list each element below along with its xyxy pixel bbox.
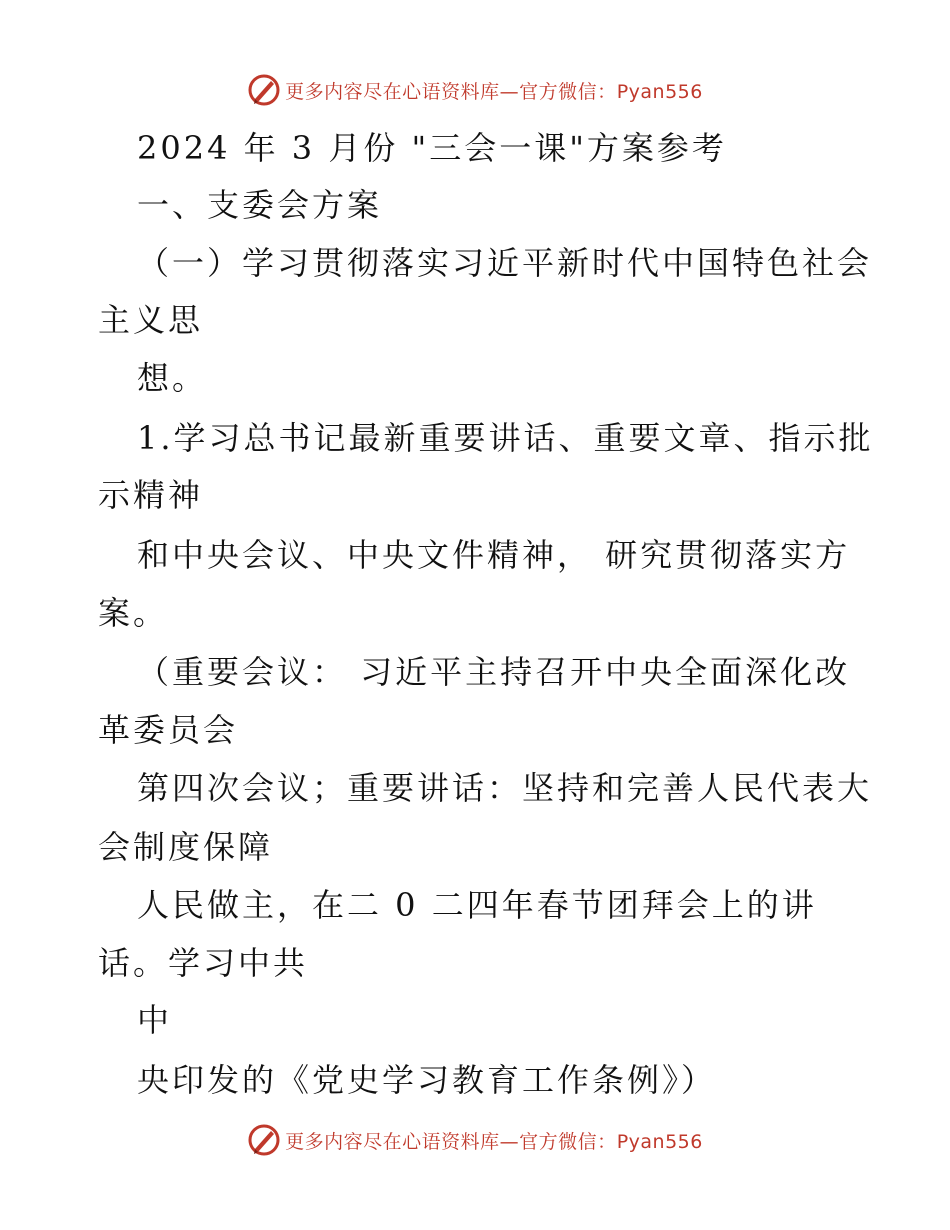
text-line: 人民做主，在二 0 二四年春节团拜会上的讲 bbox=[137, 886, 817, 924]
footer-banner bbox=[0, 1120, 950, 1160]
text-line: 示精神 bbox=[98, 476, 204, 514]
banner-title: 更多内容尽在心语资料库 bbox=[285, 80, 500, 103]
wechat-label: 官方微信： bbox=[519, 80, 617, 103]
text-line: 会制度保障 bbox=[98, 828, 274, 866]
wechat-label: 官方微信： bbox=[519, 1130, 617, 1153]
subsection-heading: （一）学习贯彻落实习近平新时代中国特色社会 bbox=[137, 244, 873, 282]
text-line: 央印发的《党史学习教育工作条例》） bbox=[137, 1061, 717, 1099]
banner-separator: — bbox=[499, 1130, 520, 1153]
section-heading: 一、支委会方案 bbox=[137, 186, 383, 224]
wechat-id: Pyan556 bbox=[616, 1130, 703, 1153]
wechat-id: Pyan556 bbox=[616, 80, 703, 103]
banner-separator: — bbox=[499, 80, 520, 103]
text-line: 革委员会 bbox=[98, 711, 239, 749]
text-line: 和中央会议、中央文件精神， 研究贯彻落实方 bbox=[137, 536, 851, 574]
text-line: 话。学习中共 bbox=[98, 944, 309, 982]
text-line: 想。 bbox=[137, 359, 208, 397]
brand-logo-icon bbox=[247, 1123, 281, 1157]
list-item: 1.学习总书记最新重要讲话、重要文章、指示批 bbox=[137, 419, 874, 457]
doc-title: 2024 年 3 月份 "三会一课"方案参考 bbox=[137, 129, 727, 167]
text-line: （重要会议： 习近平主持召开中央全面深化改 bbox=[137, 653, 851, 691]
text-line: 案。 bbox=[98, 594, 169, 632]
header-banner bbox=[0, 70, 950, 110]
banner-title: 更多内容尽在心语资料库 bbox=[285, 1130, 500, 1153]
text-line: 第四次会议；重要讲话：坚持和完善人民代表大 bbox=[137, 769, 873, 807]
brand-logo-icon bbox=[247, 73, 281, 107]
text-line: 主义思 bbox=[98, 301, 204, 339]
text-line: 中 bbox=[137, 1001, 173, 1039]
